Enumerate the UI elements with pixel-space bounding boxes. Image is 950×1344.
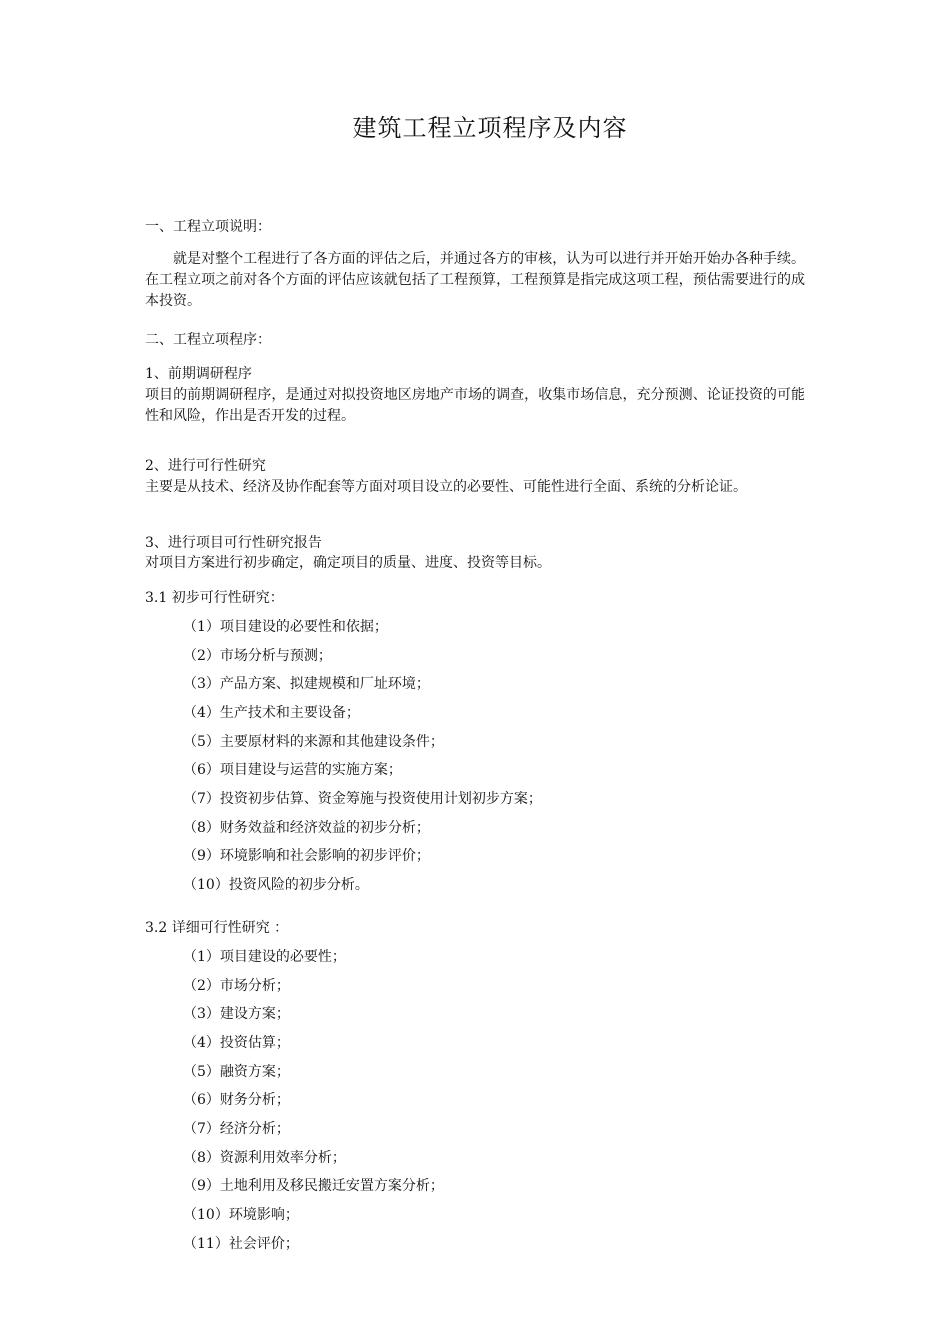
sub32-item: （11）社会评价；: [183, 1236, 299, 1252]
sub32-item: （2）市场分析；: [183, 978, 290, 994]
sub31-item: （2）市场分析与预测；: [183, 648, 332, 664]
sub31-item: （6）项目建设与运营的实施方案；: [183, 762, 402, 778]
sub32-item: （10）环境影响；: [183, 1207, 299, 1223]
sub31-item: （7）投资初步估算、资金筹施与投资使用计划初步方案；: [183, 791, 542, 807]
sub32-item: （9）土地利用及移民搬迁安置方案分析；: [183, 1178, 444, 1194]
section2-heading: 二、工程立项程序：: [145, 332, 271, 348]
sub31-item: （4）生产技术和主要设备；: [183, 705, 360, 721]
sub32-item: （7）经济分析；: [183, 1121, 290, 1137]
sub31-heading: 3.1 初步可行性研究：: [145, 590, 284, 606]
step1-body: 项目的前期调研程序，是通过对拟投资地区房地产市场的调查，收集市场信息，充分预测、论证投资的可能性和风险，作出是否开发的过程。: [145, 387, 805, 424]
step1-heading: 1、前期调研程序: [145, 366, 252, 382]
sub32-item: （4）投资估算；: [183, 1035, 290, 1051]
step2-heading: 2、进行可行性研究: [145, 458, 266, 474]
step2-body: 主要是从技术、经济及协作配套等方面对项目设立的必要性、可能性进行全面、系统的分析论证。: [145, 479, 747, 495]
sub32-heading: 3.2 详细可行性研究 ：: [145, 920, 289, 936]
sub31-item: （10）投资风险的初步分析。: [183, 877, 369, 893]
sub32-item: （5）融资方案；: [183, 1064, 290, 1080]
sub32-item: （8）资源利用效率分析；: [183, 1150, 346, 1166]
sub31-item: （1）项目建设的必要性和依据；: [183, 619, 388, 635]
sub32-item: （6）财务分析；: [183, 1092, 290, 1108]
section1-body: 就是对整个工程进行了各方面的评估之后，并通过各方的审核，认为可以进行并开始开始办各种手续。在工程立项之前对各个方面的评估应该就包括了工程预算，工程预算是指完成这项工程，预估需要进行的成本投资。: [145, 251, 805, 309]
sub32-item: （1）项目建设的必要性；: [183, 949, 346, 965]
section1-heading: 一、工程立项说明：: [145, 219, 271, 235]
sub31-item: （5）主要原材料的来源和其他建设条件；: [183, 734, 444, 750]
sub31-item: （3）产品方案、拟建规模和厂址环境；: [183, 676, 430, 692]
document-title: 建筑工程立项程序及内容: [352, 114, 628, 142]
sub31-item: （8）财务效益和经济效益的初步分析；: [183, 820, 430, 836]
sub31-item: （9）环境影响和社会影响的初步评价；: [183, 848, 430, 864]
step3-body: 对项目方案进行初步确定，确定项目的质量、进度、投资等目标。: [145, 555, 551, 571]
sub32-item: （3）建设方案；: [183, 1006, 290, 1022]
step3-heading: 3、进行项目可行性研究报告: [145, 535, 322, 551]
